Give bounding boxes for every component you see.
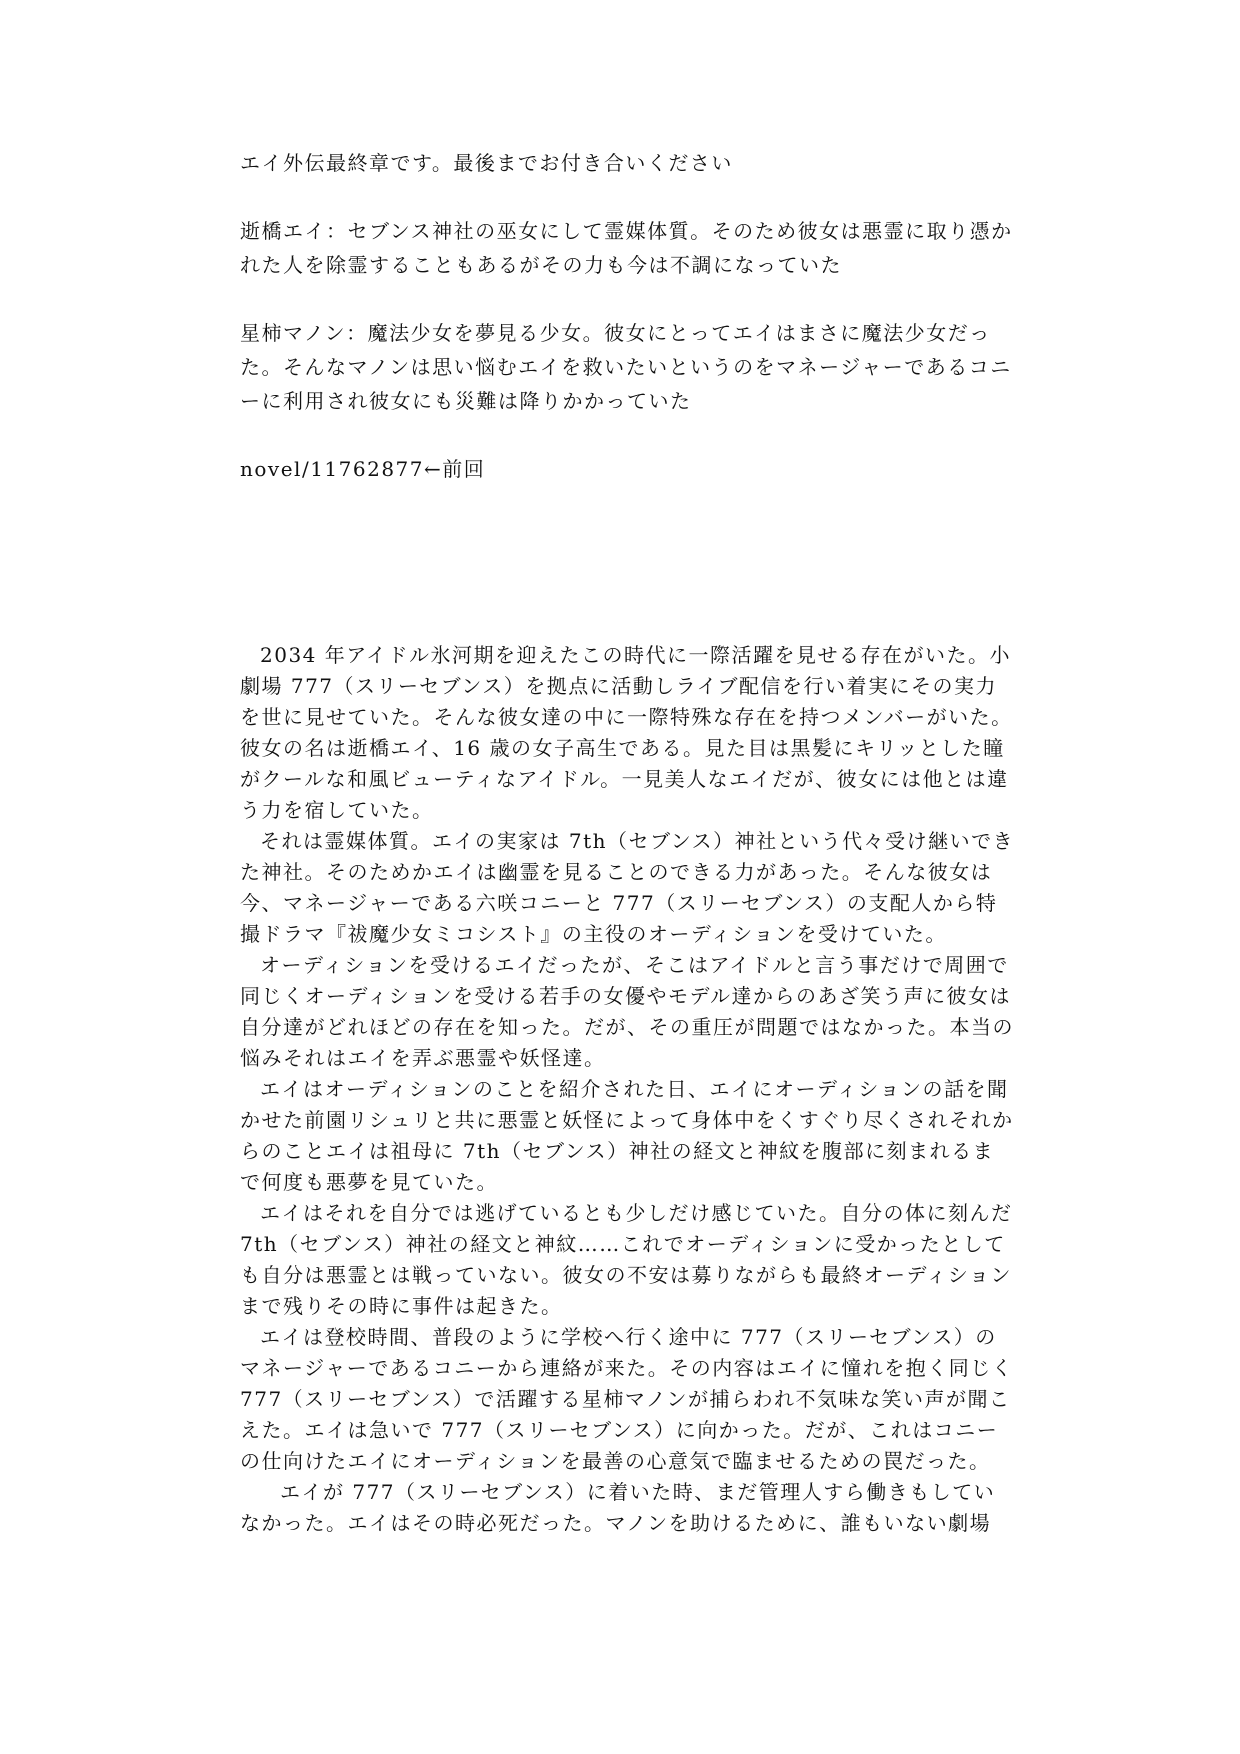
character-description-manon: 星柿マノン：魔法少女を夢見る少女。彼女にとってエイはまさに魔法少女だった。そんなマノンは思い悩むエイを救いたいというのをマネージャーであるコニーに利用され彼女にも災難は降りかかっていた <box>240 321 1012 413</box>
intro-section <box>240 146 1015 520</box>
previous-chapter-link[interactable]: novel/11762877←前回 <box>240 457 486 481</box>
story-paragraph: エイはそれを自分では逃げているとも少しだけ感じていた。自分の体に刻んだ 7th（セブンス）神社の経文と神紋……これでオーディションに受かったとしても自分は悪霊とは戦っていない。彼女の不安は募りながらも最終オーディションまで残りその時に事件は起きた。 <box>240 1201 1013 1318</box>
story-paragraph: エイは登校時間、普段のように学校へ行く途中に 777（スリーセブンス）のマネージャーであるコニーから連絡が来た。その内容はエイに憧れを抱く同じく 777（スリーセブンス）で活躍する星柿マノンが捕らわれ不気味な笑い声が聞こえた。エイは急いで 777（スリーセブンス）に向かった。だが、これはコニーの仕向けたエイにオーディションを最善の心意気で臨ませるための罠だった。 <box>240 1325 1014 1473</box>
story-paragraph: エイはオーディションのことを紹介された日、エイにオーディションの話を聞かせた前園リシュリと共に悪霊と妖怪によって身体中をくすぐり尽くされそれからのことエイは祖母に 7th（セブンス）神社の経文と神紋を腹部に刻まれるまで何度も悪夢を見ていた。 <box>240 1077 1014 1194</box>
story-body <box>240 640 1015 1539</box>
intro-lead: エイ外伝最終章です。最後までお付き合いください <box>240 151 733 175</box>
story-paragraph: それは霊媒体質。エイの実家は 7th（セブンス）神社という代々受け継いできた神社。そのためかエイは幽霊を見ることのできる力があった。そんな彼女は今、マネージャーである六咲コニーと 777（スリーセブンス）の支配人から特撮ドラマ『祓魔少女ミコシスト』の主役のオーディションを受けていた。 <box>240 829 1015 946</box>
story-paragraph: オーディションを受けるエイだったが、そこはアイドルと言う事だけで周囲で同じくオーディションを受ける若手の女優やモデル達からのあざ笑う声に彼女は自分達がどれほどの存在を知った。だが、その重圧が問題ではなかった。本当の悩みそれはエイを弄ぶ悪霊や妖怪達。 <box>240 953 1014 1070</box>
story-paragraph: 2034 年アイドル氷河期を迎えたこの時代に一際活躍を見せる存在がいた。小劇場 777（スリーセブンス）を拠点に活動しライブ配信を行い着実にその実力を世に見せていた。そんな彼女達の中に一際特殊な存在を持つメンバーがいた。彼女の名は逝橋エイ、16 歳の女子高生である。見た目は黒髪にキリッとした瞳がクールな和風ビューティなアイドル。一見美人なエイだが、彼女には他とは違う力を宿していた。 <box>240 643 1013 822</box>
story-paragraph: エイが 777（スリーセブンス）に着いた時、まだ管理人すら働きもしていなかった。エイはその時必死だった。マノンを助けるために、誰もいない劇場 <box>240 1480 996 1535</box>
character-description-ei: 逝橋エイ：セブンス神社の巫女にして霊媒体質。そのため彼女は悪霊に取り憑かれた人を除霊することもあるがその力も今は不調になっていた <box>240 219 1013 277</box>
